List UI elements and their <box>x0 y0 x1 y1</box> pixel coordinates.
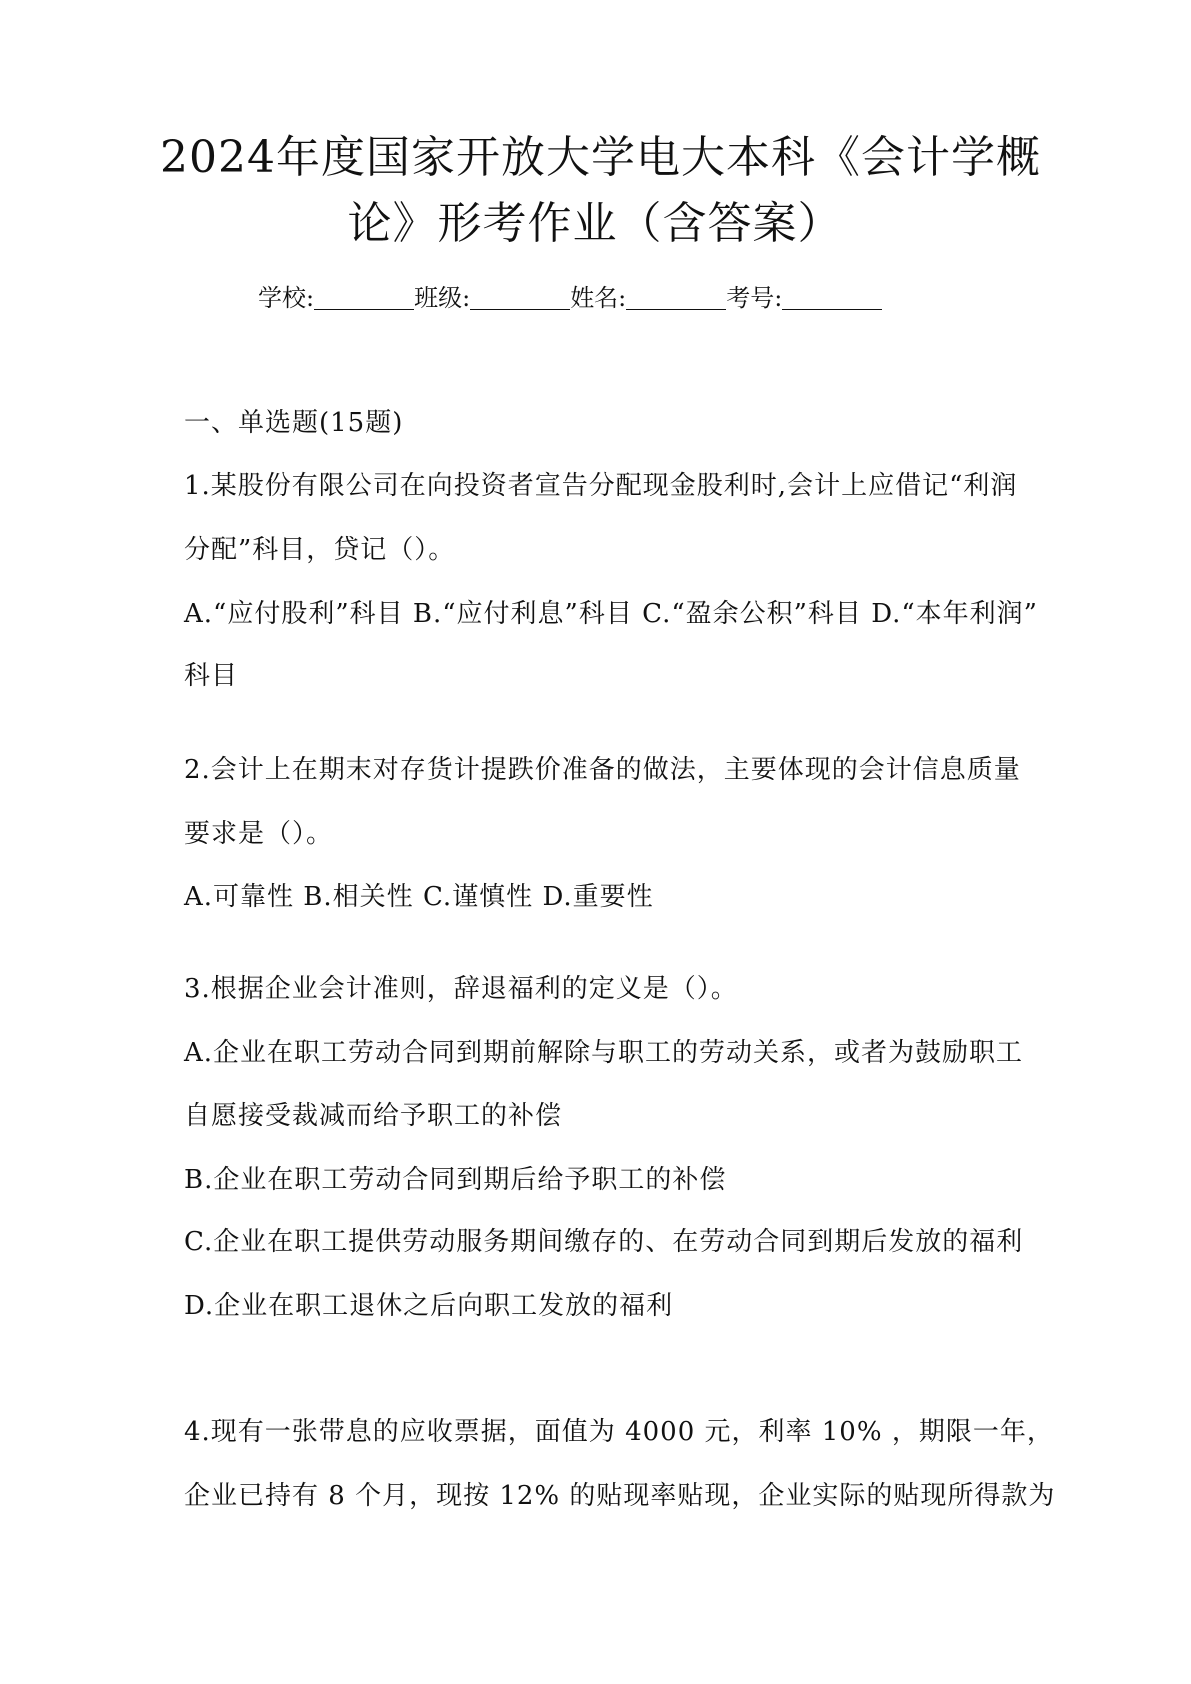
class-label: 班级: <box>414 284 471 312</box>
school-blank <box>314 287 414 310</box>
question-3-option-a-line-2: 自愿接受裁减而给予职工的补偿 <box>184 1101 563 1131</box>
exam-no-label: 考号: <box>726 284 783 312</box>
question-2-stem-line-2: 要求是（）。 <box>184 819 334 849</box>
question-3-stem-line-1: 3.根据企业会计准则，辞退福利的定义是（）。 <box>184 974 738 1004</box>
question-3-option-c: C.企业在职工提供劳动服务期间缴存的、在劳动合同到期后发放的福利 <box>184 1227 1024 1257</box>
document-title-line-1: 2024年度国家开放大学电大本科《会计学概 <box>160 132 1041 183</box>
question-1-stem-line-2: 分配”科目，贷记（）。 <box>184 535 456 565</box>
name-label: 姓名: <box>570 284 627 312</box>
question-2-stem-line-1: 2.会计上在期末对存货计提跌价准备的做法，主要体现的会计信息质量 <box>184 755 1021 785</box>
student-info-row <box>258 282 958 314</box>
school-label: 学校: <box>258 284 315 312</box>
section-heading: 一、单选题(15题) <box>184 408 404 438</box>
question-1-options-line-2: 科目 <box>184 661 239 691</box>
question-3-option-a-line-1: A.企业在职工劳动合同到期前解除与职工的劳动关系，或者为鼓励职工 <box>184 1038 1024 1068</box>
exam-no-blank <box>782 287 882 310</box>
question-3-option-b: B.企业在职工劳动合同到期后给予职工的补偿 <box>184 1165 727 1195</box>
class-blank <box>470 287 570 310</box>
document-title-line-2: 论》形考作业（含答案） <box>347 198 843 249</box>
question-4-stem-line-2: 企业已持有 8 个月，现按 12% 的贴现率贴现，企业实际的贴现所得款为 <box>184 1481 1056 1511</box>
question-1-stem-line-1: 1.某股份有限公司在向投资者宣告分配现金股利时,会计上应借记“利润 <box>184 471 1018 501</box>
question-2-options-line-1: A.可靠性 B.相关性 C.谨慎性 D.重要性 <box>184 882 654 912</box>
question-1-options-line-1: A.“应付股利”科目 B.“应付利息”科目 C.“盈余公积”科目 D.“本年利润” <box>184 599 1038 629</box>
name-blank <box>626 287 726 310</box>
question-4-stem-line-1: 4.现有一张带息的应收票据，面值为 4000 元，利率 10% ，期限一年， <box>184 1417 1054 1447</box>
question-3-option-d: D.企业在职工退休之后向职工发放的福利 <box>184 1291 674 1321</box>
